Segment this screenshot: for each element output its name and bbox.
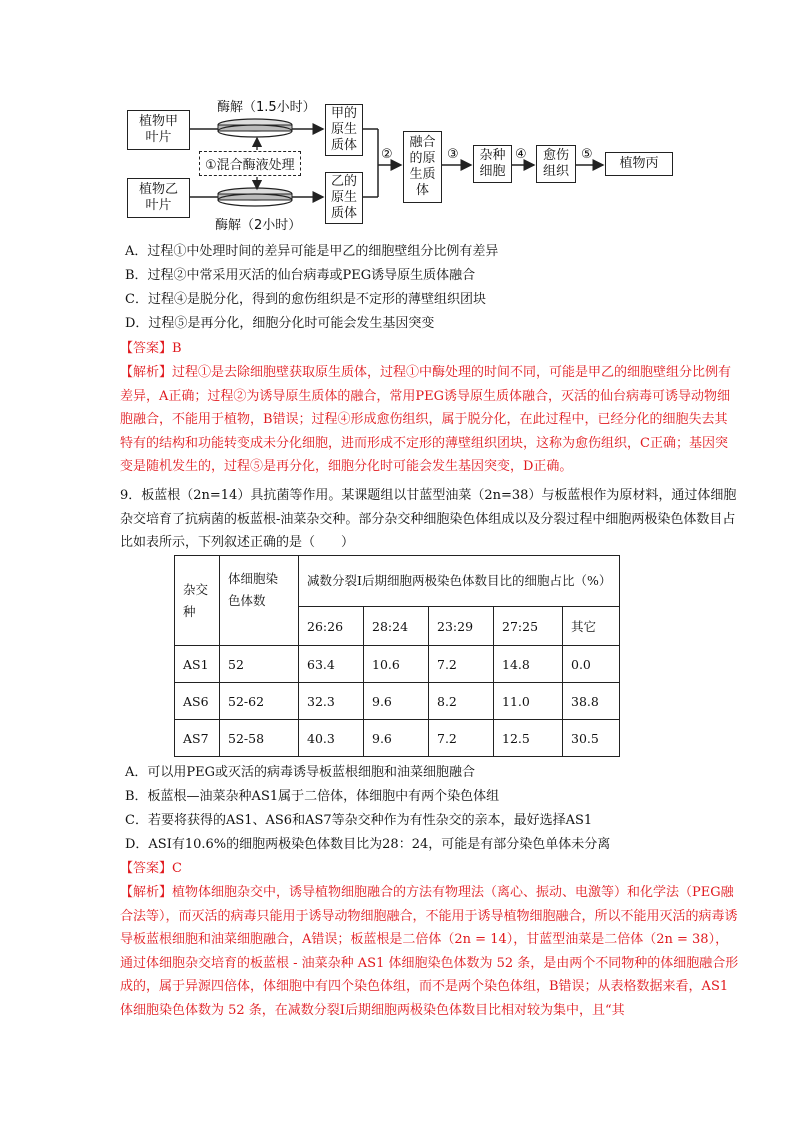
row-chromo: 52-62	[220, 683, 299, 720]
hybrid-label: 杂种 细胞	[479, 148, 506, 179]
ratio-col-1: 26:26	[299, 607, 364, 646]
q8-option-d: D．过程⑤是再分化，细胞分化时可能会发生基因突变	[125, 316, 435, 331]
q8-analysis-text: 过程①是去除细胞壁获取原生质体，过程①中酶处理的时间不同，可能是甲乙的细胞壁组分比例有差异，A正确；过程②为诱导原生质体的融合，常用PEG诱导原生质体融合，灭活的仙台病毒可诱导动物细胞融合，不能用于植物，B错误；过程④形成愈伤组织，属于脱分化，在此过程中，已经分化的细胞失去其特有的结构和功能转变成未分化细胞，进而形成不定形的薄壁组织团块，这称为愈伤组织，C正确；基因突变是随机发生的，过程⑤是再分化，细胞分化时可能会发生基因突变，D正确。	[120, 365, 732, 474]
step-3: ③	[447, 147, 459, 162]
row-val: 11.0	[494, 683, 563, 720]
step-5: ⑤	[581, 147, 593, 162]
q8-analysis	[120, 361, 740, 479]
hybrid-box	[473, 145, 512, 183]
ratio-col-4: 27:25	[494, 607, 563, 646]
proto-b-box	[325, 172, 363, 224]
mixed-enzyme-label: ①混合酶液处理	[199, 151, 301, 176]
row-val: 9.6	[364, 720, 429, 757]
q8-answer: 【答案】B	[120, 341, 182, 356]
enzyme-top-label: 酶解（1.5小时）	[217, 100, 316, 115]
fused-label: 融合 的原 生质 体	[409, 135, 436, 198]
row-chromo: 52	[220, 646, 299, 683]
fused-box	[403, 131, 442, 203]
row-val: 40.3	[299, 720, 364, 757]
proto-a-label: 甲的 原生 质体	[330, 106, 357, 153]
proto-a-box	[325, 104, 363, 156]
header-chromosome: 体细胞染色体数	[220, 556, 299, 646]
table-header-row	[175, 556, 620, 607]
q8-analysis-head: 【解析】	[120, 365, 173, 380]
row-val: 38.8	[563, 683, 620, 720]
row-val: 10.6	[364, 646, 429, 683]
diagram-arrows	[0, 0, 800, 240]
q9-analysis-head: 【解析】	[120, 885, 173, 900]
callus-label: 愈伤 组织	[542, 148, 569, 179]
q9-option-a: A．可以用PEG或灭活的病毒诱导板蓝根细胞和油菜细胞融合	[125, 765, 476, 780]
row-val: 30.5	[563, 720, 620, 757]
callus-box	[536, 145, 576, 183]
table-row	[175, 683, 620, 720]
q9-analysis	[120, 881, 740, 1022]
proto-b-label: 乙的 原生 质体	[330, 174, 357, 221]
q9-analysis-text: 植物体细胞杂交中，诱导植物细胞融合的方法有物理法（离心、振动、电激等）和化学法（PEG融合法等），而灭活的病毒只能用于诱导动物细胞融合，不能用于诱导植物细胞融合，所以不能用灭活的病毒诱导板蓝根细胞和油菜细胞融合，A错误；板蓝根是二倍体（2n = 14），甘蓝型油菜是二倍体（2n = 38），通过体细胞杂交培育的板蓝根 - 油菜杂种 AS1 体细胞染色体数为 52 条，是由两个不同物种的体细胞融合形成的，属于异源四倍体，体细胞中有四个染色体组，而不是两个染色体组，B错误；从表格数据来看，AS1 体细胞染色体数为 52 条，在减数分裂Ⅰ后期细胞两极染色体数目比相对较为集中，且“其	[120, 885, 739, 1018]
plant-b-box	[127, 178, 190, 218]
row-val: 32.3	[299, 683, 364, 720]
table-row	[175, 646, 620, 683]
row-val: 9.6	[364, 683, 429, 720]
q9-option-b: B．板蓝根—油菜杂种AS1属于二倍体，体细胞中有两个染色体组	[125, 789, 500, 804]
q8-option-c: C．过程④是脱分化，得到的愈伤组织是不定形的薄壁组织团块	[125, 292, 486, 307]
row-val: 12.5	[494, 720, 563, 757]
q9-answer: 【答案】C	[120, 861, 182, 876]
table-row	[175, 720, 620, 757]
step-2: ②	[381, 147, 393, 162]
q9-option-d: D．ASI有10.6%的细胞两极染色体数目比为28：24，可能是有部分染色单体未分离	[125, 837, 611, 852]
q9-option-c: C．若要将获得的AS1、AS6和AS7等杂交种作为有性杂交的亲本，最好选择AS1	[125, 813, 593, 828]
row-val: 14.8	[494, 646, 563, 683]
row-name: AS7	[175, 720, 220, 757]
q9-stem: 9．板蓝根（2n=14）具抗菌等作用。某课题组以甘蓝型油菜（2n=38）与板蓝根作为原材料，通过体细胞杂交培育了抗病菌的板蓝根-油菜杂交种。部分杂交种细胞染色体组成以及分裂过程中细胞两极染色体数目占比如表所示，下列叙述正确的是（ ）	[120, 488, 737, 550]
ratio-col-3: 23:29	[429, 607, 494, 646]
row-val: 8.2	[429, 683, 494, 720]
plant-b-label: 植物乙 叶片	[138, 182, 178, 213]
row-name: AS1	[175, 646, 220, 683]
enzyme-bottom-label: 酶解（2小时）	[215, 218, 302, 233]
row-name: AS6	[175, 683, 220, 720]
plant-c-box	[605, 152, 673, 176]
header-hybrid: 杂交种	[175, 556, 220, 646]
step-4: ④	[515, 147, 527, 162]
plant-c-label: 植物丙	[619, 156, 659, 171]
ratio-col-5: 其它	[563, 607, 620, 646]
row-val: 7.2	[429, 720, 494, 757]
q9-table	[174, 555, 620, 757]
row-val: 7.2	[429, 646, 494, 683]
plant-a-label: 植物甲 叶片	[138, 114, 178, 145]
plant-a-box	[127, 110, 190, 150]
q8-option-a: A．过程①中处理时间的差异可能是甲乙的细胞壁组分比例有差异	[125, 244, 499, 259]
row-val: 0.0	[563, 646, 620, 683]
row-val: 63.4	[299, 646, 364, 683]
row-chromo: 52-58	[220, 720, 299, 757]
header-ratio: 减数分裂Ⅰ后期细胞两极染色体数目比的细胞占比（%）	[299, 556, 620, 607]
q8-option-b: B．过程②中常采用灭活的仙台病毒或PEG诱导原生质体融合	[125, 268, 476, 283]
ratio-col-2: 28:24	[364, 607, 429, 646]
